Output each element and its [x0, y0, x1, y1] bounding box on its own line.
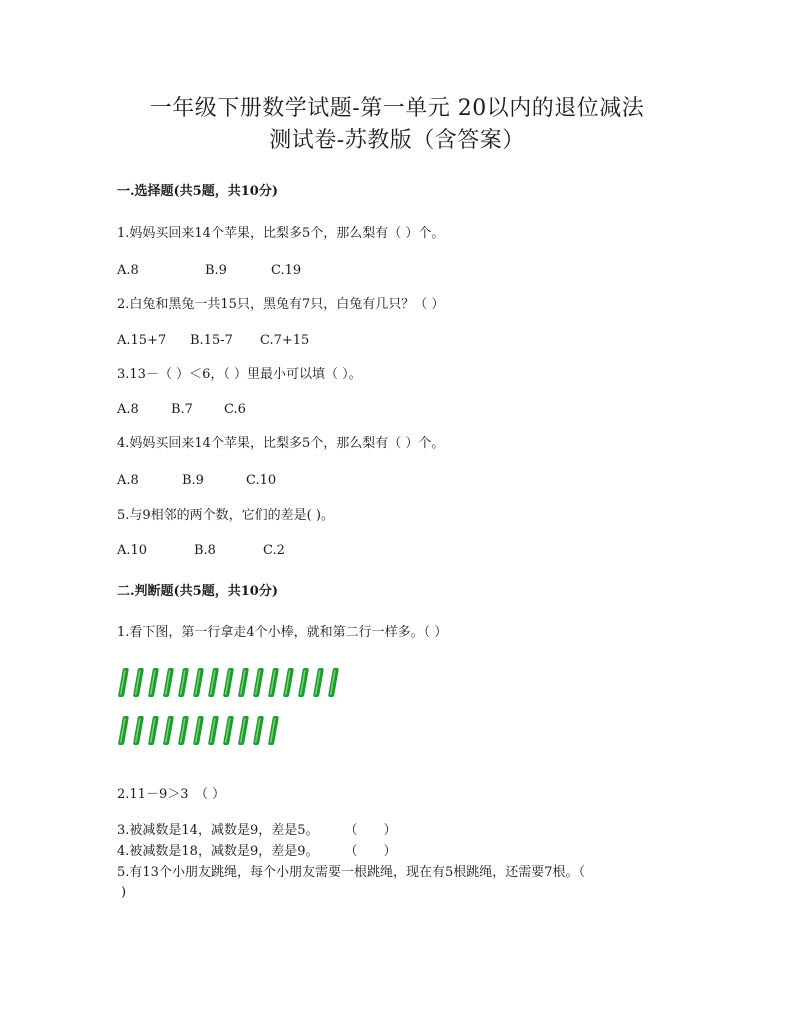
question-1-3: 3.13－（ ）＜6，（ ）里最小可以填（ ）。	[117, 367, 362, 382]
option-c: C.6	[224, 402, 246, 417]
stick	[328, 668, 339, 697]
option-a: A.8	[117, 402, 139, 417]
stick	[118, 716, 129, 745]
stick	[253, 716, 264, 745]
option-a: A.8	[117, 263, 139, 278]
stick	[148, 716, 159, 745]
option-c: C.10	[246, 473, 277, 488]
question-1-4: 4.妈妈买回来14个苹果，比梨多5个，那么梨有（ ）个。	[117, 436, 445, 451]
stick	[193, 716, 204, 745]
question-2-3: 3.被减数是14，减数是9，差是5。 （ ）	[117, 823, 397, 838]
option-c: C.7+15	[260, 333, 310, 348]
option-a: A.15+7	[117, 333, 167, 348]
question-1-1: 1.妈妈买回来14个苹果，比梨多5个，那么梨有（ ）个。	[117, 226, 445, 241]
question-2-5-continuation: )	[121, 885, 127, 900]
stick	[148, 668, 159, 697]
stick	[118, 668, 129, 697]
options-1-1	[117, 262, 301, 280]
stick	[178, 716, 189, 745]
sticks-row-1	[118, 666, 358, 700]
question-2-1: 1.看下图，第一行拿走4个小棒，就和第二行一样多。（ ）	[117, 625, 448, 640]
title-line-1: 一年级下册数学试题-第一单元 20以内的退位减法	[149, 96, 645, 121]
option-b: B.8	[194, 543, 216, 558]
sticks-row-2	[118, 714, 358, 748]
section-1-heading: 一.选择题(共5题，共10分)	[117, 184, 278, 199]
options-1-5	[117, 542, 285, 560]
stick	[163, 668, 174, 697]
stick	[268, 668, 279, 697]
stick	[193, 668, 204, 697]
stick	[238, 668, 249, 697]
option-a: A.10	[117, 543, 148, 558]
option-c: C.2	[263, 543, 285, 558]
stick	[208, 716, 219, 745]
stick	[253, 668, 264, 697]
stick	[223, 716, 234, 745]
options-1-3	[117, 401, 246, 419]
stick	[208, 668, 219, 697]
stick	[313, 668, 324, 697]
stick	[133, 716, 144, 745]
option-a: A.8	[117, 473, 139, 488]
question-2-4: 4.被减数是18，减数是9，差是9。 （ ）	[117, 844, 397, 859]
question-2-2: 2.11－9＞3 （ ）	[117, 787, 226, 802]
option-b: B.9	[182, 473, 204, 488]
option-b: B.7	[171, 402, 193, 417]
stick	[238, 716, 249, 745]
option-b: B.9	[205, 263, 227, 278]
options-1-4	[117, 472, 276, 490]
option-c: C.19	[271, 263, 302, 278]
stick	[163, 716, 174, 745]
title-line-2: 测试卷-苏教版（含答案）	[269, 128, 525, 153]
stick	[268, 716, 279, 745]
option-b: B.15-7	[190, 333, 233, 348]
stick	[178, 668, 189, 697]
stick	[283, 668, 294, 697]
question-2-5: 5.有13个小朋友跳绳，每个小朋友需要一根跳绳，现在有5根跳绳，还需要7根。（	[117, 865, 585, 880]
stick	[133, 668, 144, 697]
options-1-2	[117, 332, 309, 350]
question-1-2: 2.白兔和黑兔一共15只，黑兔有7只，白兔有几只？（ ）	[117, 297, 445, 312]
stick	[223, 668, 234, 697]
stick	[298, 668, 309, 697]
question-1-5: 5.与9相邻的两个数，它们的差是( )。	[117, 508, 334, 523]
section-2-heading: 二.判断题(共5题，共10分)	[117, 584, 278, 599]
